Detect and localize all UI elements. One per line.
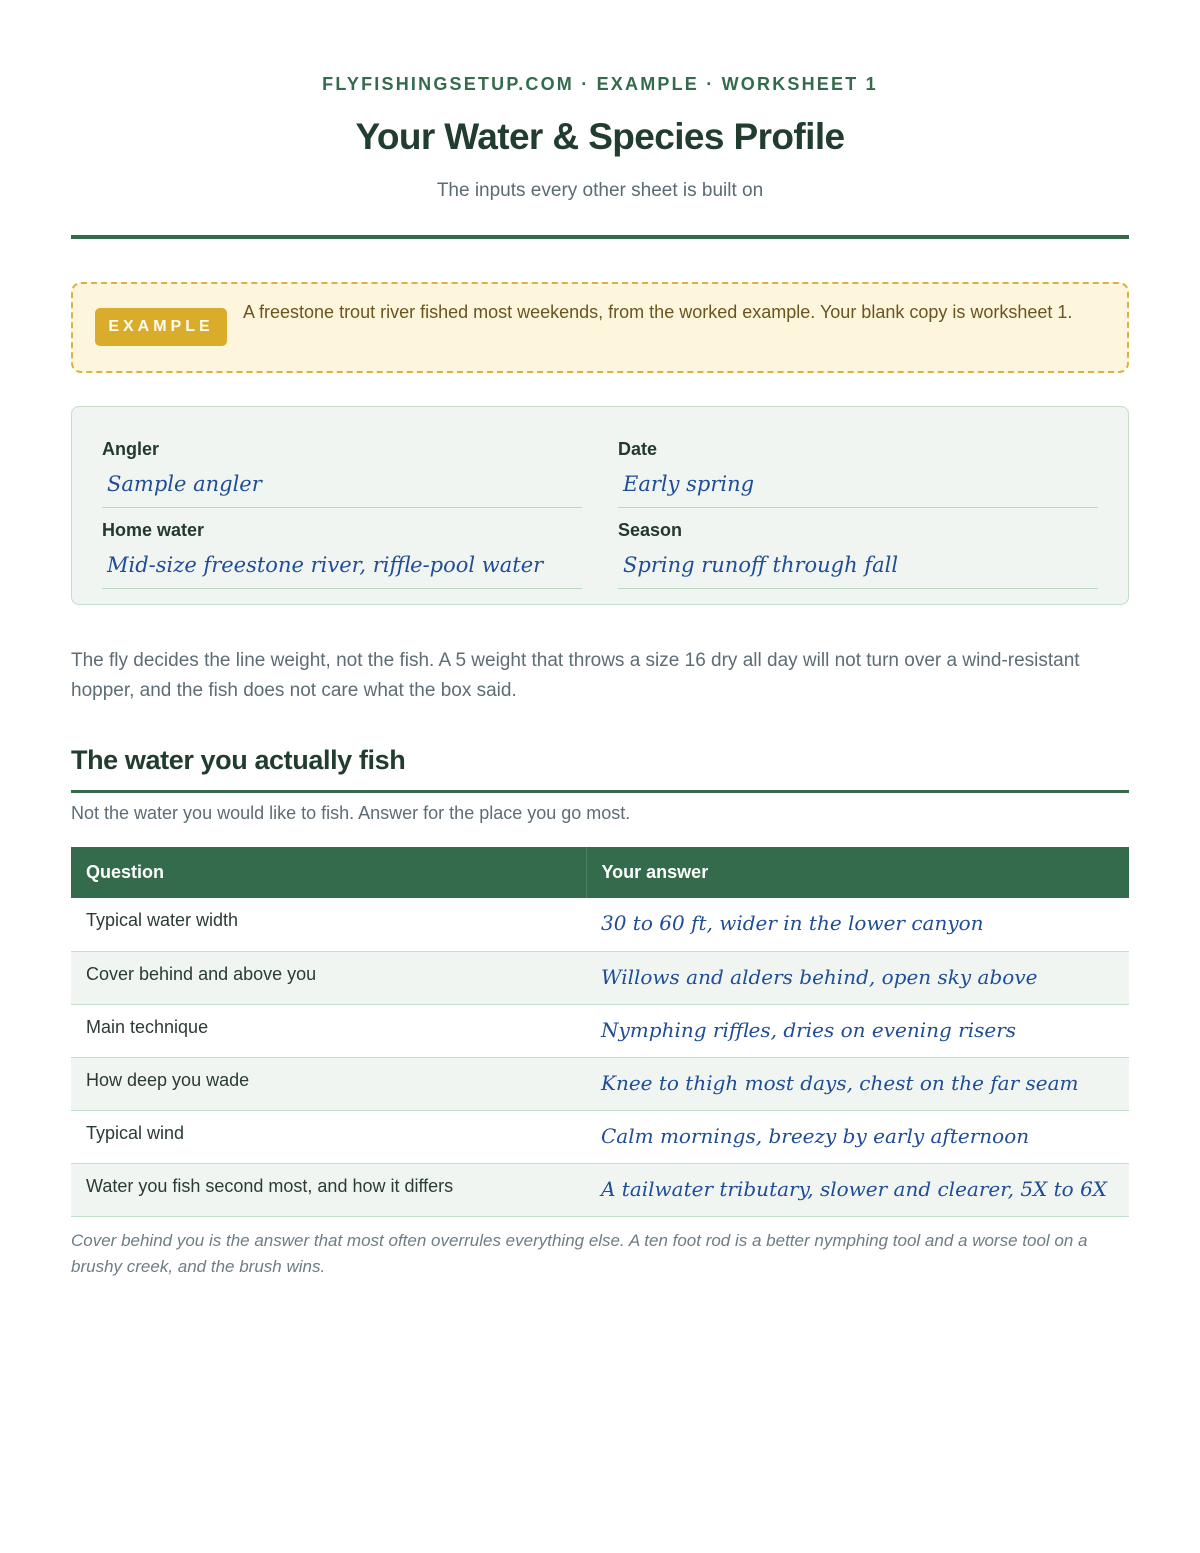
profile-info-box	[71, 406, 1129, 605]
season-value[interactable]: Spring runoff through fall	[618, 551, 1098, 589]
question-cell: Typical water width	[71, 898, 586, 951]
page-title: Your Water & Species Profile	[355, 116, 845, 157]
water-questions-table	[71, 847, 1129, 1217]
angler-value[interactable]: Sample angler	[102, 470, 582, 508]
question-cell: Typical wind	[71, 1110, 586, 1163]
table-row	[71, 1163, 1129, 1216]
angler-field[interactable]	[102, 439, 582, 508]
page-subtitle: The inputs every other sheet is built on	[436, 180, 764, 201]
site-kicker: FLYFISHINGSETUP.COM · EXAMPLE · WORKSHEET 1	[322, 74, 878, 94]
answer-cell[interactable]: Nymphing riffles, dries on evening risers	[586, 1004, 1129, 1057]
date-field[interactable]	[618, 439, 1098, 508]
date-value[interactable]: Early spring	[618, 470, 1098, 508]
example-callout-text: A freestone trout river fished most weekends, from the worked example. Your blank copy is worksheet 1.	[243, 302, 1073, 322]
answer-cell[interactable]: Knee to thigh most days, chest on the far seam	[586, 1057, 1129, 1110]
table-header-row	[71, 847, 1129, 898]
table-footnote: Cover behind you is the answer that most often overrules everything else. A ten foot rod is a better nymphing tool and a worse tool on a brushy creek, and the brush wins.	[71, 1231, 1088, 1276]
header-divider	[71, 235, 1129, 239]
home-water-label: Home water	[102, 520, 205, 540]
home-water-value[interactable]: Mid-size freestone river, riffle-pool water	[102, 551, 582, 589]
question-cell: How deep you wade	[71, 1057, 586, 1110]
table-row	[71, 951, 1129, 1004]
season-label: Season	[618, 520, 683, 540]
answer-cell[interactable]: Willows and alders behind, open sky above	[586, 951, 1129, 1004]
table-row	[71, 1057, 1129, 1110]
column-header-answer: Your answer	[586, 847, 1129, 898]
question-cell: Main technique	[71, 1004, 586, 1057]
section-divider	[71, 790, 1129, 793]
example-callout	[71, 282, 1129, 373]
question-cell: Cover behind and above you	[71, 951, 586, 1004]
table-row	[71, 1004, 1129, 1057]
table-row	[71, 1110, 1129, 1163]
intro-paragraph: The fly decides the line weight, not the fish. A 5 weight that throws a size 16 dry all day will not turn over a wind-resistant hopper, and the fish does not care what the box said.	[71, 650, 1080, 701]
date-label: Date	[618, 439, 658, 459]
section-subtitle: Not the water you would like to fish. Answer for the place you go most.	[71, 803, 631, 823]
answer-cell[interactable]: 30 to 60 ft, wider in the lower canyon	[586, 898, 1129, 951]
answer-cell[interactable]: Calm mornings, breezy by early afternoon	[586, 1110, 1129, 1163]
home-water-field[interactable]	[102, 520, 582, 589]
answer-cell[interactable]: A tailwater tributary, slower and clearer, 5X to 6X	[586, 1163, 1129, 1216]
section-title: The water you actually fish	[71, 745, 406, 775]
column-header-question: Question	[71, 847, 586, 898]
question-cell: Water you fish second most, and how it differs	[71, 1163, 586, 1216]
season-field[interactable]	[618, 520, 1098, 589]
table-row	[71, 898, 1129, 951]
example-badge: EXAMPLE	[95, 308, 227, 346]
angler-label: Angler	[102, 439, 160, 459]
